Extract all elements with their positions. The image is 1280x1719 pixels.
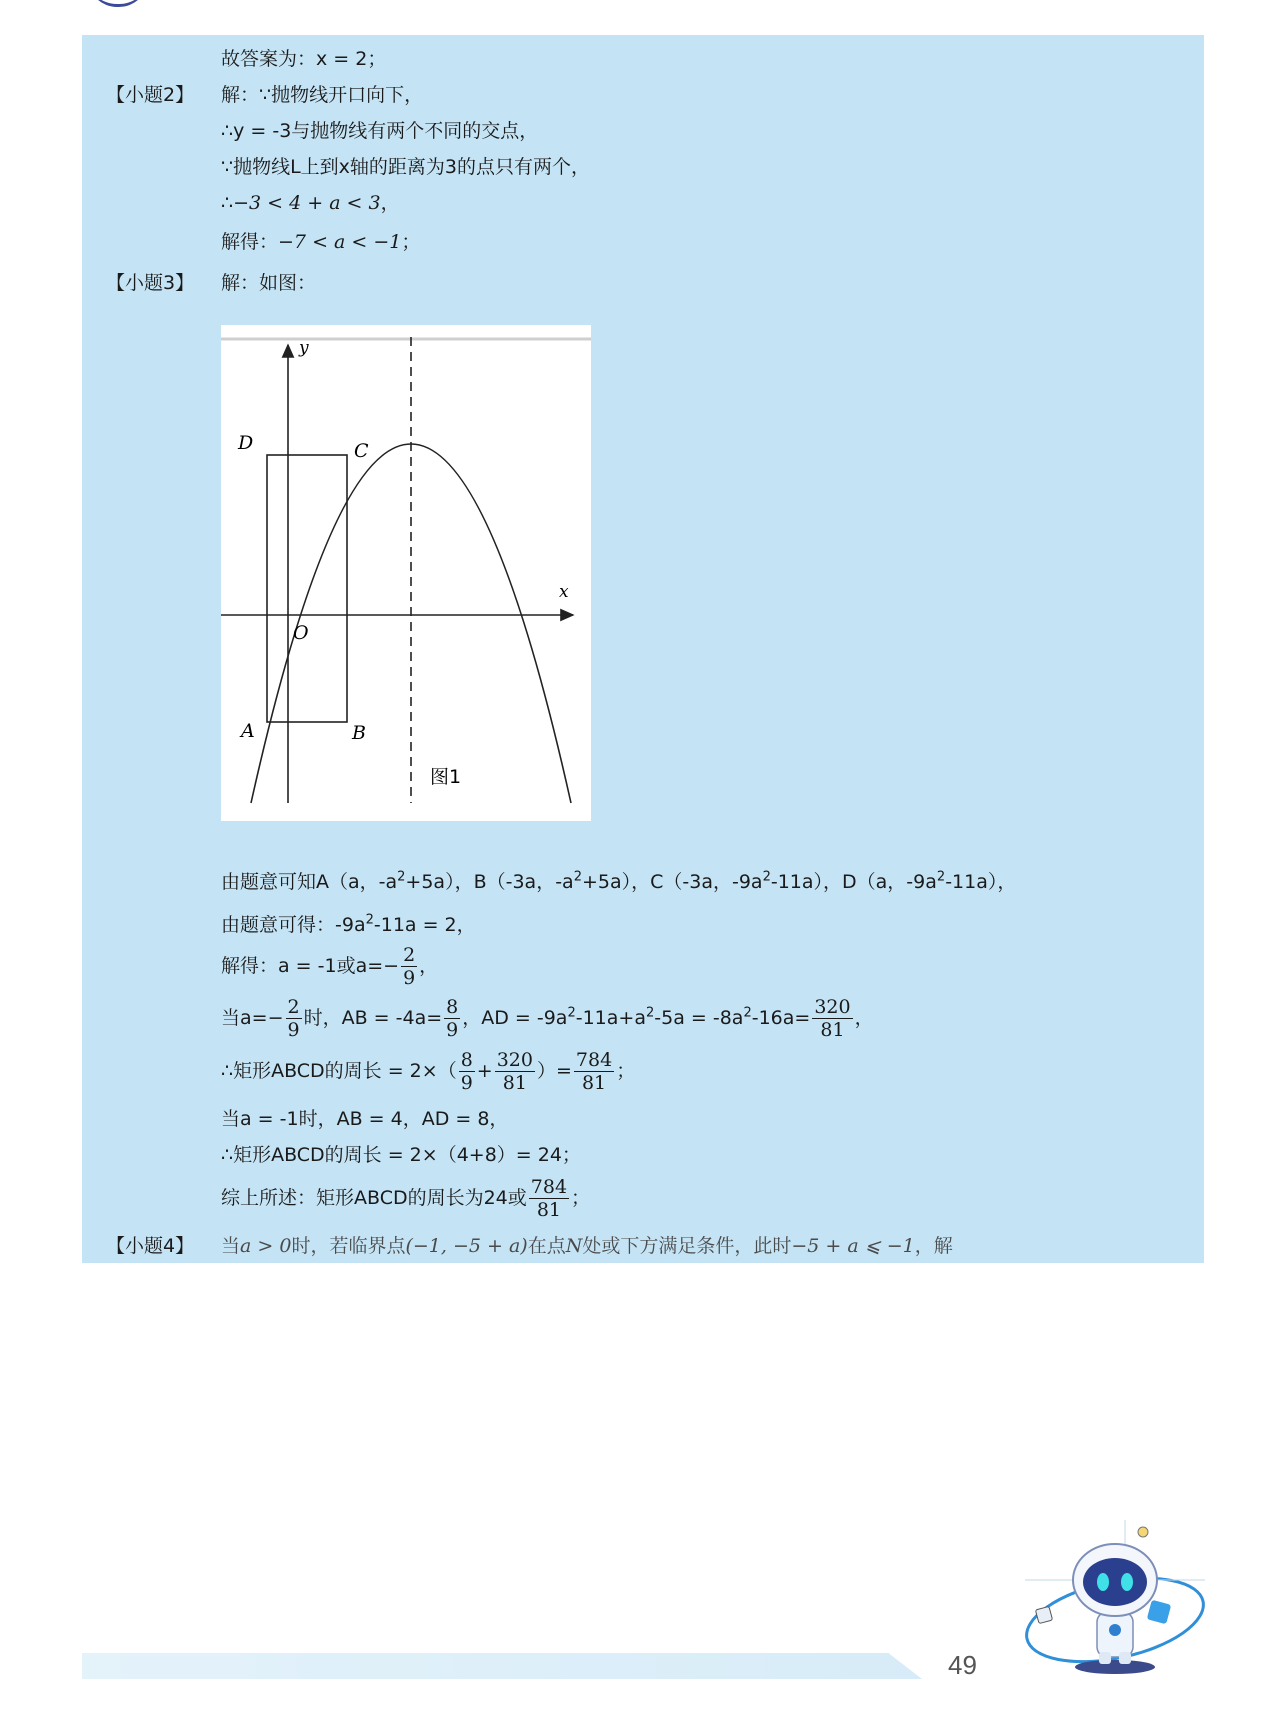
q3-perimeter-2: ∴矩形ABCD的周长 = 2×（4+8）= 24；	[221, 1144, 581, 1166]
q3-line-1: 解：如图：	[221, 272, 317, 294]
label-a: A	[241, 720, 255, 742]
q3-solve: 解得：a = -1或a=− $\frac{2}{9}$ ，	[221, 944, 439, 989]
q3-perimeter-1: ∴矩形ABCD的周长 = 2×（ $\frac{8}{9}$ + $\frac{320}{81}$ ）= $\frac{784}{81}$ ；	[221, 1049, 636, 1094]
previous-answer: 故答案为：x = 2；	[221, 48, 387, 70]
q2-line-1: 解：∵抛物线开口向下，	[221, 84, 424, 106]
label-b: B	[352, 722, 366, 744]
q4-tag: 【小题4】	[106, 1235, 195, 1257]
label-c: C	[354, 440, 369, 462]
q3-equation: 由题意可得：$-9a^2-11a = 2$，	[221, 912, 476, 936]
parabola-figure	[221, 325, 591, 821]
parabola-diagram	[221, 325, 591, 821]
label-y: y	[299, 338, 309, 358]
q2-tag: 【小题2】	[106, 84, 195, 106]
q4-line-1: 当a > 0时，若临界点(−1, −5 + a)在点N处或下方满足条件，此时−5 + a ⩽ −1，解	[221, 1235, 953, 1257]
label-x: x	[559, 582, 569, 602]
footer-bar	[82, 1653, 922, 1679]
q2-line-4: ∴−3 < 4 + a < 3，	[221, 192, 400, 214]
q3-summary: 综上所述：矩形ABCD的周长为24或 $\frac{784}{81}$ ；	[221, 1176, 591, 1221]
header-decoration	[88, 0, 148, 7]
q3-case-2: 当a = -1时，AB = 4，AD = 8，	[221, 1108, 509, 1130]
figure-caption: 图1	[430, 766, 462, 788]
rectangle-abcd	[267, 455, 347, 722]
label-d: D	[238, 432, 254, 454]
q2-line-3: ∵抛物线L上到x轴的距离为3的点只有两个，	[221, 156, 591, 178]
q3-case-1: 当a=− $\frac{2}{9}$ 时，AB = -4a= $\frac{8}{9}$ ，AD = $-9a^2-11a+a^2-5a = -8a^2-16a=$ $\frac{320}{81}$ ，	[221, 996, 874, 1041]
label-origin: O	[293, 622, 309, 644]
q2-line-2: ∴y = -3与抛物线有两个不同的交点，	[221, 120, 539, 142]
q3-coordinates: 由题意可知A（a，$-a^2+5a$），B（-3a，$-a^2+5a$），C（-3a，$-9a^2-11a$），D（a，$-9a^2-11a$），	[221, 869, 1017, 893]
blurred-text-fade	[985, 1232, 1135, 1262]
q3-tag: 【小题3】	[106, 272, 195, 294]
page-number: 49	[948, 1650, 977, 1680]
q2-line-5: 解得：−7 < a < −1；	[221, 231, 421, 253]
robot-mascot-icon	[1015, 1520, 1215, 1680]
